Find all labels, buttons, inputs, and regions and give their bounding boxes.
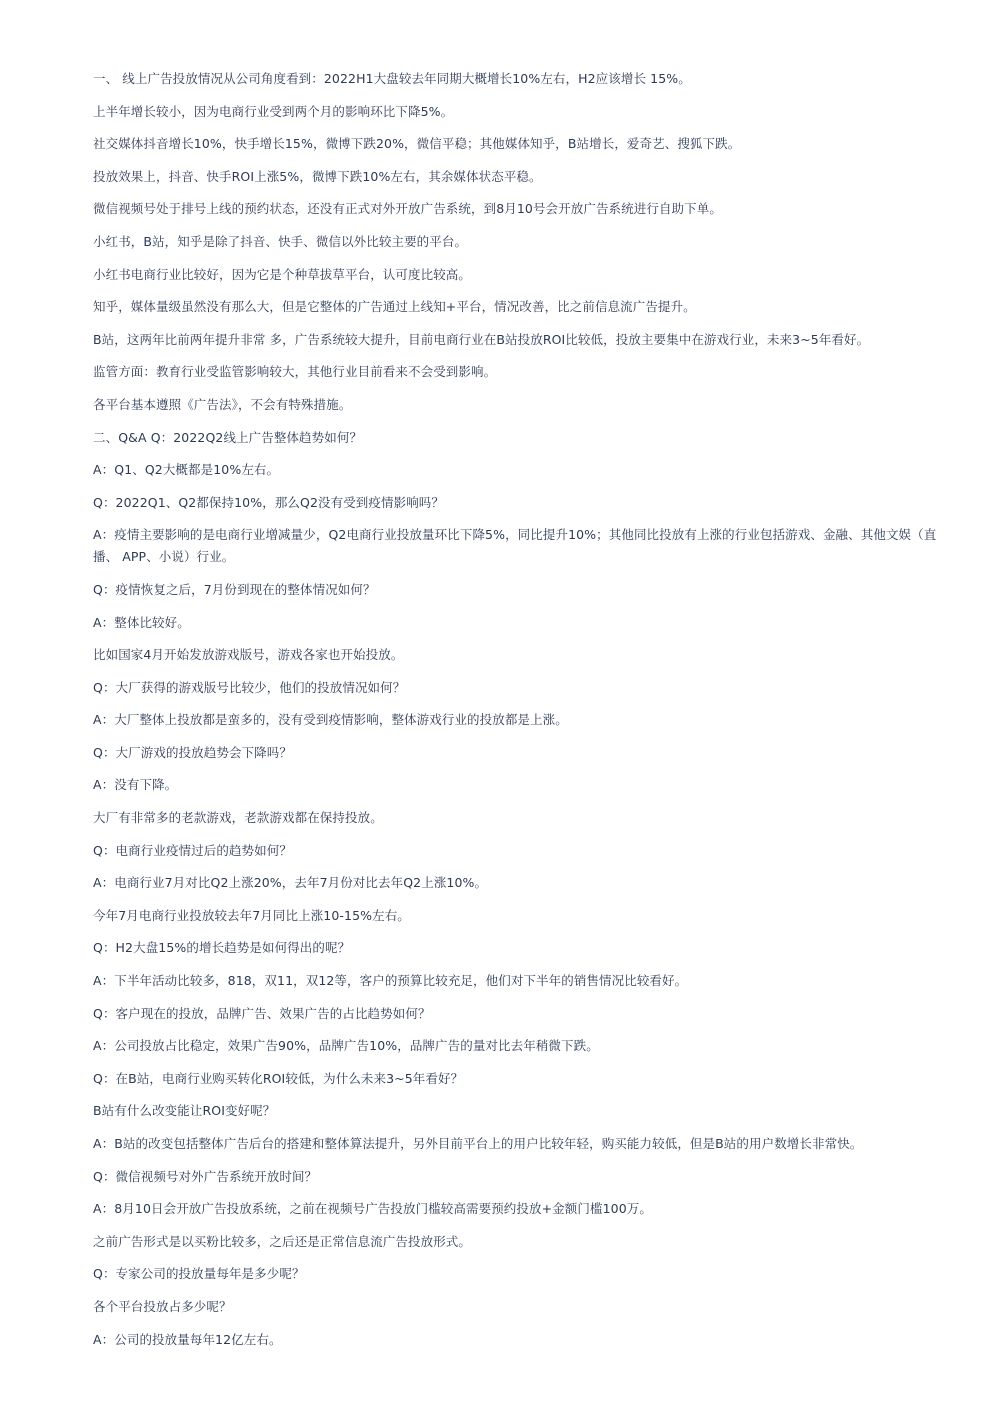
paragraph-11: 各平台基本遵照《广告法》，不会有特殊措施。 — [93, 396, 352, 412]
answer-5: A：没有下降。 — [93, 777, 178, 793]
question-9: Q：在B站，电商行业购买转化ROI较低，为什么未来3~5年看好？ — [93, 1070, 464, 1086]
answer-3-detail: 比如国家4月开始发放游戏版号，游戏各家也开始投放。 — [93, 647, 404, 663]
paragraph-3: 社交媒体抖音增长10%，快手增长15%，微博下跌20%，微信平稳；其他媒体知乎，B站增长，爱奇艺、搜狐下跌。 — [93, 136, 741, 152]
answer-4: A：大厂整体上投放都是蛮多的，没有受到疫情影响，整体游戏行业的投放都是上涨。 — [93, 712, 568, 728]
answer-7: A：下半年活动比较多，818，双11，双12等，客户的预算比较充足，他们对下半年的销售情况比较看好。 — [93, 973, 688, 989]
answer-5-detail: 大厂有非常多的老款游戏，老款游戏都在保持投放。 — [93, 810, 383, 826]
question-3: Q：疫情恢复之后，7月份到现在的整体情况如何？ — [93, 581, 376, 597]
answer-6: A：电商行业7月对比Q2上涨20%，去年7月份对比去年Q2上涨10%。 — [93, 875, 488, 891]
question-6: Q：电商行业疫情过后的趋势如何？ — [93, 842, 292, 858]
answer-1: A：Q1、Q2大概都是10%左右。 — [93, 462, 280, 478]
answer-8: A：公司投放占比稳定，效果广告90%，品牌广告10%，品牌广告的量对比去年稍微下跌。 — [93, 1038, 599, 1054]
paragraph-4: 投放效果上，抖音、快手ROI上涨5%，微博下跌10%左右，其余媒体状态平稳。 — [93, 168, 542, 184]
question-8: Q：客户现在的投放，品牌广告、效果广告的占比趋势如何？ — [93, 1005, 431, 1021]
question-5: Q：大厂游戏的投放趋势会下降吗？ — [93, 744, 292, 760]
answer-6-detail: 今年7月电商行业投放较去年7月同比上涨10-15%左右。 — [93, 907, 410, 923]
paragraph-10: 监管方面：教育行业受监管影响较大，其他行业目前看来不会受到影响。 — [93, 364, 497, 380]
question-10: Q：微信视频号对外广告系统开放时间？ — [93, 1168, 318, 1184]
qa-heading: 二、Q&A Q：2022Q2线上广告整体趋势如何？ — [93, 429, 363, 445]
document-body — [93, 68, 945, 1361]
paragraph-7: 小红书电商行业比较好，因为它是个种草拔草平台，认可度比较高。 — [93, 266, 472, 282]
paragraph-9: B站，这两年比前两年提升非常 多，广告系统较大提升，目前电商行业在B站投放ROI比较低，投放主要集中在游戏行业，未来3~5年看好。 — [93, 331, 870, 347]
question-4: Q：大厂获得的游戏版号比较少，他们的投放情况如何？ — [93, 679, 406, 695]
answer-9: A：B站的改变包括整体广告后台的搭建和整体算法提升，另外目前平台上的用户比较年轻，购买能力较低，但是B站的用户数增长非常快。 — [93, 1136, 863, 1151]
paragraph-2: 上半年增长较小，因为电商行业受到两个月的影响环比下降5%。 — [93, 103, 454, 119]
paragraph-5: 微信视频号处于排号上线的预约状态，还没有正式对外开放广告系统，到8月10号会开放广告系统进行自助下单。 — [93, 201, 722, 217]
paragraph-6: 小红书，B站，知乎是除了抖音、快手、微信以外比较主要的平台。 — [93, 233, 468, 249]
question-7: Q：H2大盘15%的增长趋势是如何得出的呢？ — [93, 940, 351, 956]
answer-10: A：8月10日会开放广告投放系统，之前在视频号广告投放门槛较高需要预约投放+金额门槛100万。 — [93, 1201, 652, 1217]
question-11: Q：专家公司的投放量每年是多少呢？ — [93, 1266, 305, 1282]
paragraph-1: 一、 线上广告投放情况从公司角度看到：2022H1大盘较去年同期大概增长10%左右，H2应该增长 15%。 — [93, 71, 691, 86]
answer-10-detail: 之前广告形式是以买粉比较多，之后还是正常信息流广告投放形式。 — [93, 1233, 472, 1249]
question-9-followup: B站有什么改变能让ROI变好呢？ — [93, 1103, 276, 1119]
answer-2: A：疫情主要影响的是电商行业增减量少，Q2电商行业投放量环比下降5%，同比提升10%；其他同比投放有上涨的行业包括游戏、金融、其他文娱（直播、 APP、小说）行业。 — [93, 527, 937, 565]
question-2: Q：2022Q1、Q2都保持10%，那么Q2没有受到疫情影响吗？ — [93, 494, 445, 510]
paragraph-8: 知乎，媒体量级虽然没有那么大，但是它整体的广告通过上线知+平台，情况改善，比之前信息流广告提升。 — [93, 299, 696, 315]
question-11-followup: 各个平台投放占多少呢？ — [93, 1298, 232, 1314]
answer-3: A：整体比较好。 — [93, 614, 190, 630]
answer-11: A：公司的投放量每年12亿左右。 — [93, 1331, 282, 1347]
